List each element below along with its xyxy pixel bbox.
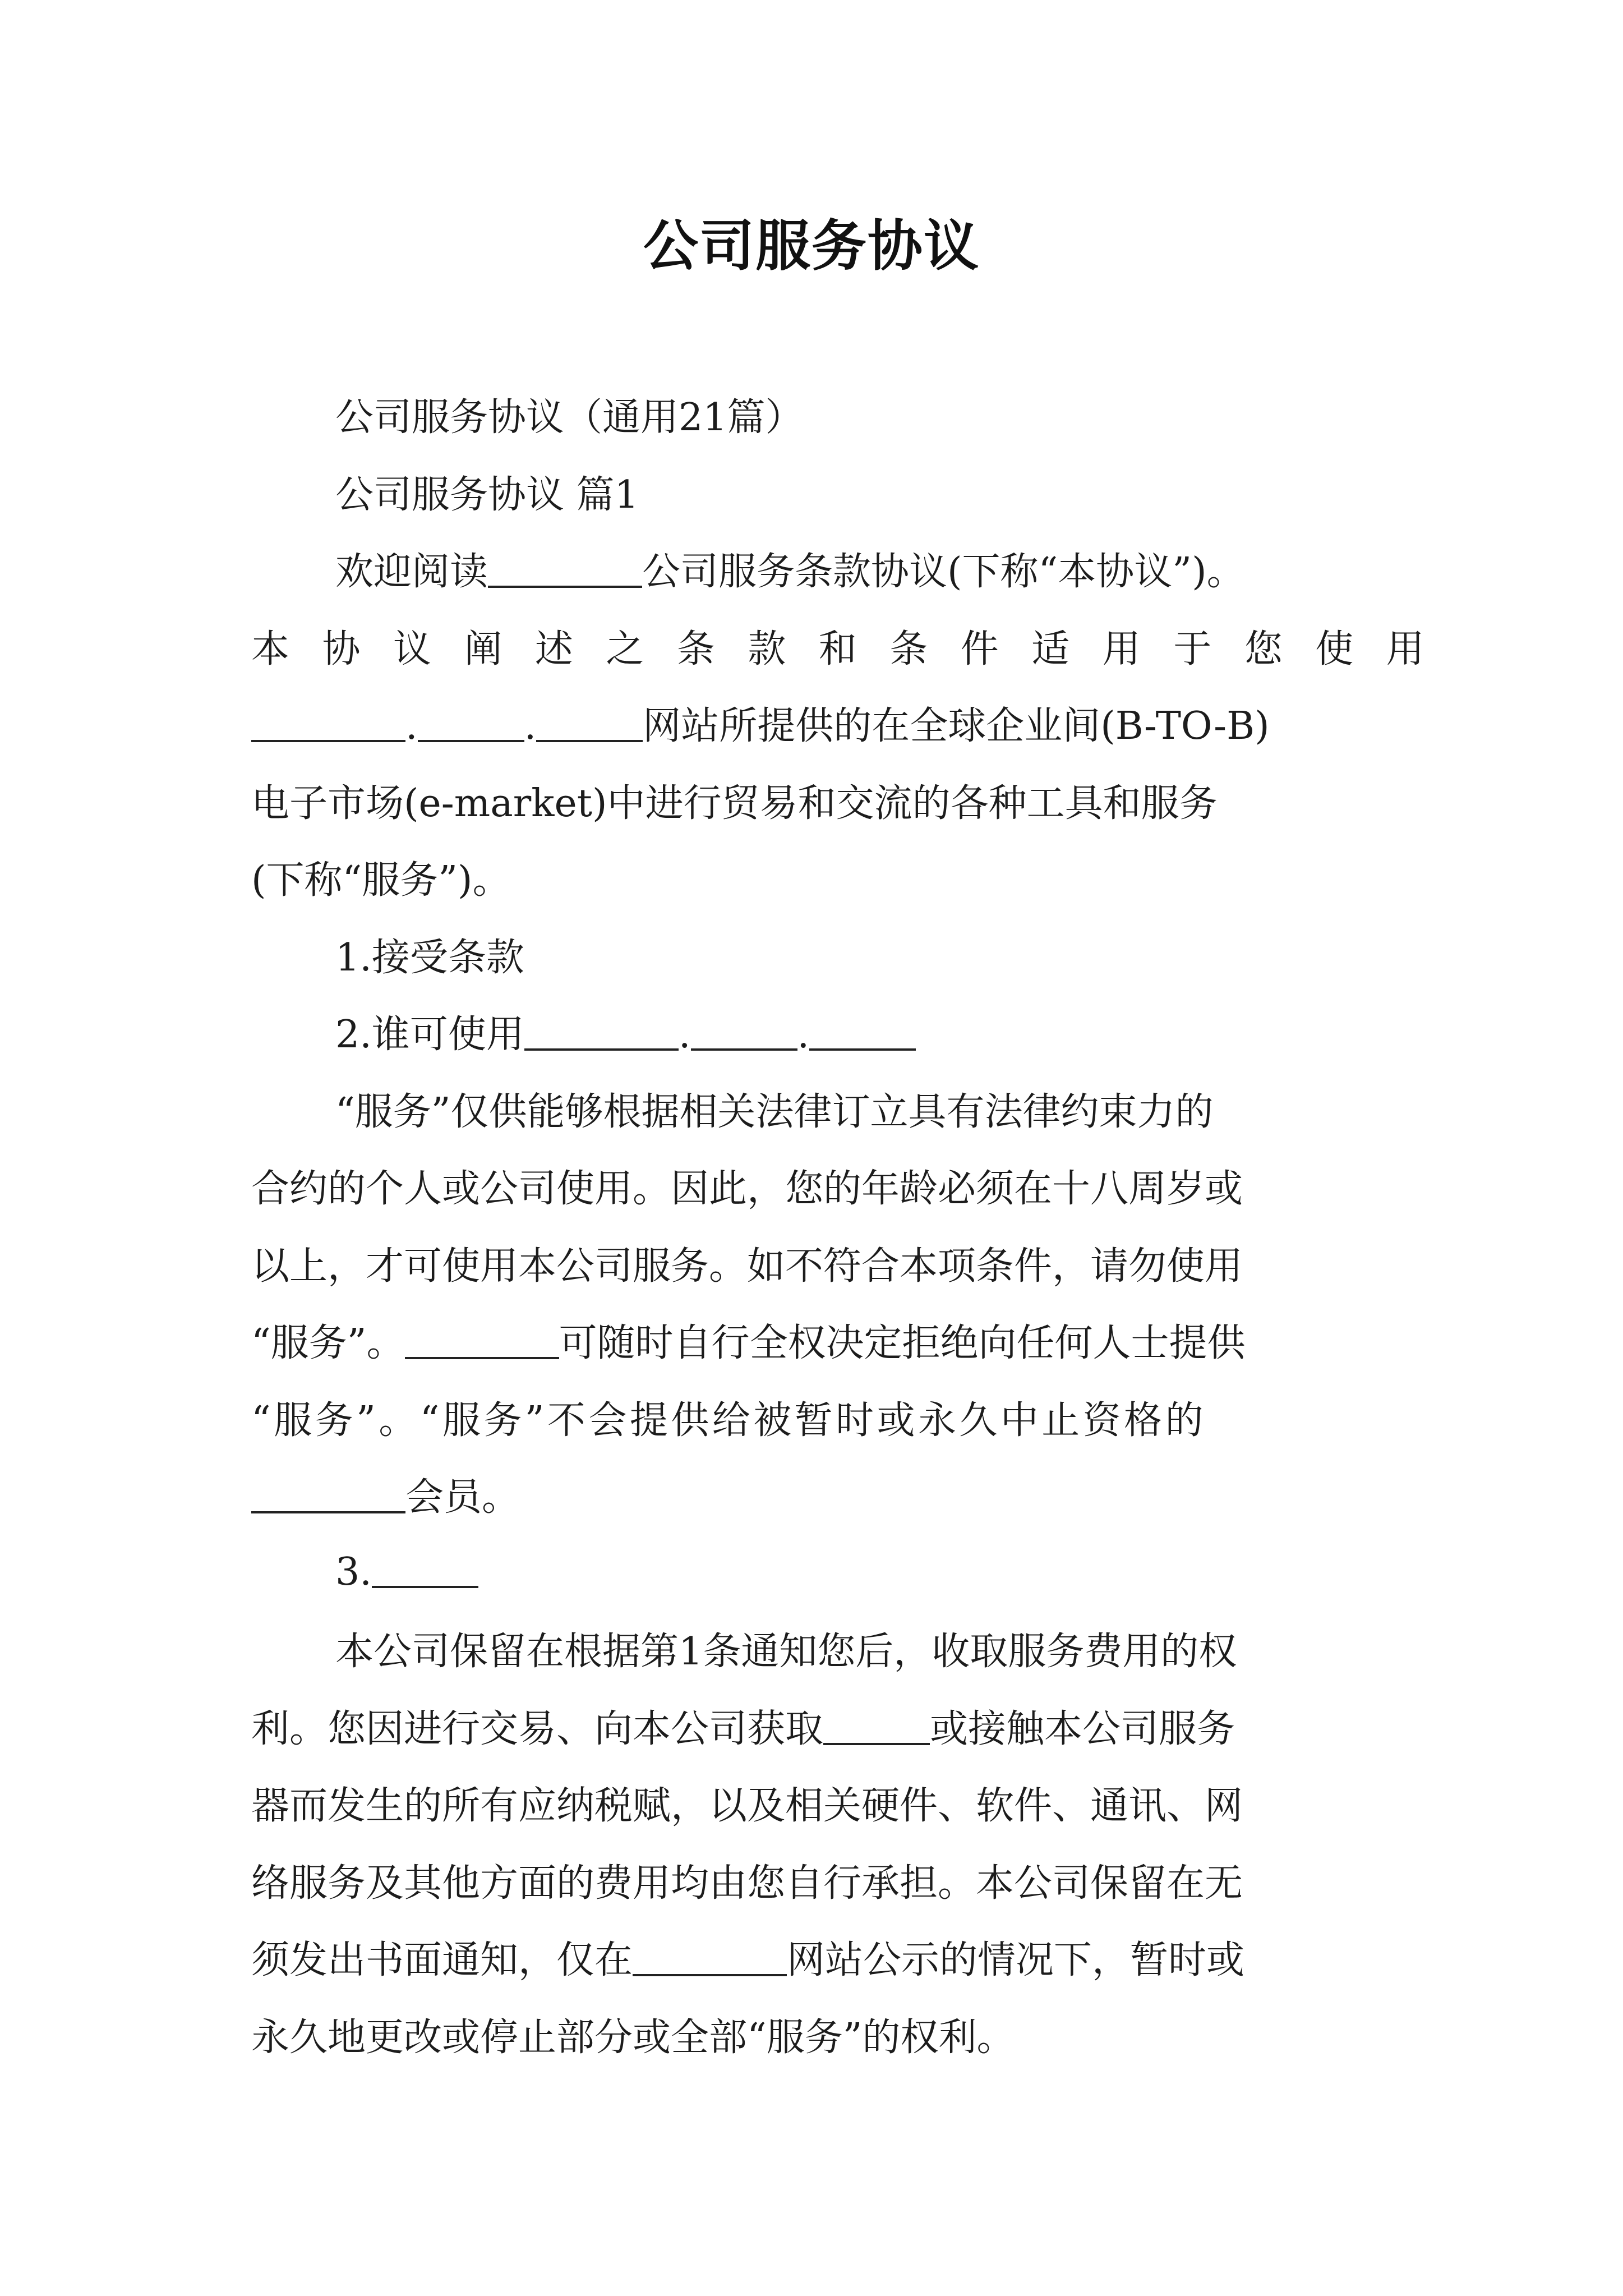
blank-field <box>488 547 642 588</box>
paragraph-line <box>335 541 1245 596</box>
blank-field <box>372 1548 478 1588</box>
paragraph-line <box>251 1467 520 1521</box>
paragraph-line: “服务”仅供能够根据相关法律订立具有法律约束力的 <box>335 1090 1214 1134</box>
document-subtitle: 公司服务协议（通用21篇） <box>335 395 804 440</box>
paragraph-line: (下称“服务”)。 <box>251 858 511 903</box>
blank-field <box>418 702 524 742</box>
section-heading: 公司服务协议 篇1 <box>335 473 639 517</box>
blank-field <box>536 702 643 742</box>
paragraph-line: 器而发生的所有应纳税赋，以及相关硬件、软件、通讯、网 <box>251 1784 1243 1828</box>
text-segment: 会员。 <box>405 1475 520 1520</box>
document-title: 公司服务协议 <box>643 214 980 278</box>
paragraph-line <box>251 1930 1244 1984</box>
blank-field <box>251 1473 405 1513</box>
blank-field <box>809 1010 916 1051</box>
text-segment: 3. <box>335 1550 372 1594</box>
text-segment: 2.谁可使用 <box>335 1013 524 1057</box>
paragraph-line: “服务”。“服务”不会提供给被暂时或永久中止资格的 <box>251 1398 1207 1443</box>
blank-field <box>633 1936 787 1976</box>
text-segment: 网站公示的情况下，暂时或 <box>787 1938 1245 1982</box>
text-segment: “服务”。 <box>251 1321 405 1365</box>
text-segment: . <box>797 1013 810 1057</box>
paragraph-line: 永久地更改或停止部分或全部“服务”的权利。 <box>251 2016 1015 2060</box>
text-segment: 网站所提供的在全球企业间(B-TO-B) <box>643 704 1270 748</box>
paragraph-line: 本公司保留在根据第1条通知您后，收取服务费用的权 <box>335 1630 1237 1674</box>
clause-heading: 1.接受条款 <box>335 936 524 980</box>
text-segment: 须发出书面通知，仅在 <box>251 1938 633 1982</box>
paragraph-line <box>251 1699 1235 1753</box>
paragraph-line <box>251 1313 1246 1367</box>
text-segment: . <box>678 1013 691 1057</box>
paragraph-line: 本协议阐述之条款和条件适用于您使用 <box>251 627 1458 671</box>
blank-field <box>823 1705 930 1745</box>
text-segment: 公司服务条款协议(下称“本协议”)。 <box>642 550 1245 594</box>
paragraph-line: 电子市场(e-market)中进行贸易和交流的各种工具和服务 <box>251 781 1218 826</box>
text-segment: . <box>524 704 537 748</box>
paragraph-line: 络服务及其他方面的费用均由您自行承担。本公司保留在无 <box>251 1861 1243 1906</box>
text-segment: 利。您因进行交易、向本公司获取 <box>251 1707 824 1751</box>
blank-field <box>405 1319 559 1359</box>
paragraph-line: 以上，才可使用本公司服务。如不符合本项条件，请勿使用 <box>251 1244 1243 1289</box>
clause-heading <box>335 1004 916 1059</box>
blank-field <box>524 1010 679 1051</box>
blank-field <box>691 1010 797 1051</box>
text-segment: 或接触本公司服务 <box>930 1707 1235 1751</box>
paragraph-line <box>251 696 1270 750</box>
text-segment: 欢迎阅读 <box>335 550 488 594</box>
text-segment: 可随时自行全权决定拒绝向任何人士提供 <box>559 1321 1246 1365</box>
blank-field <box>251 702 405 742</box>
paragraph-line: 合约的个人或公司使用。因此，您的年龄必须在十八周岁或 <box>251 1167 1243 1211</box>
clause-heading <box>335 1544 478 1594</box>
text-segment: . <box>405 704 418 748</box>
